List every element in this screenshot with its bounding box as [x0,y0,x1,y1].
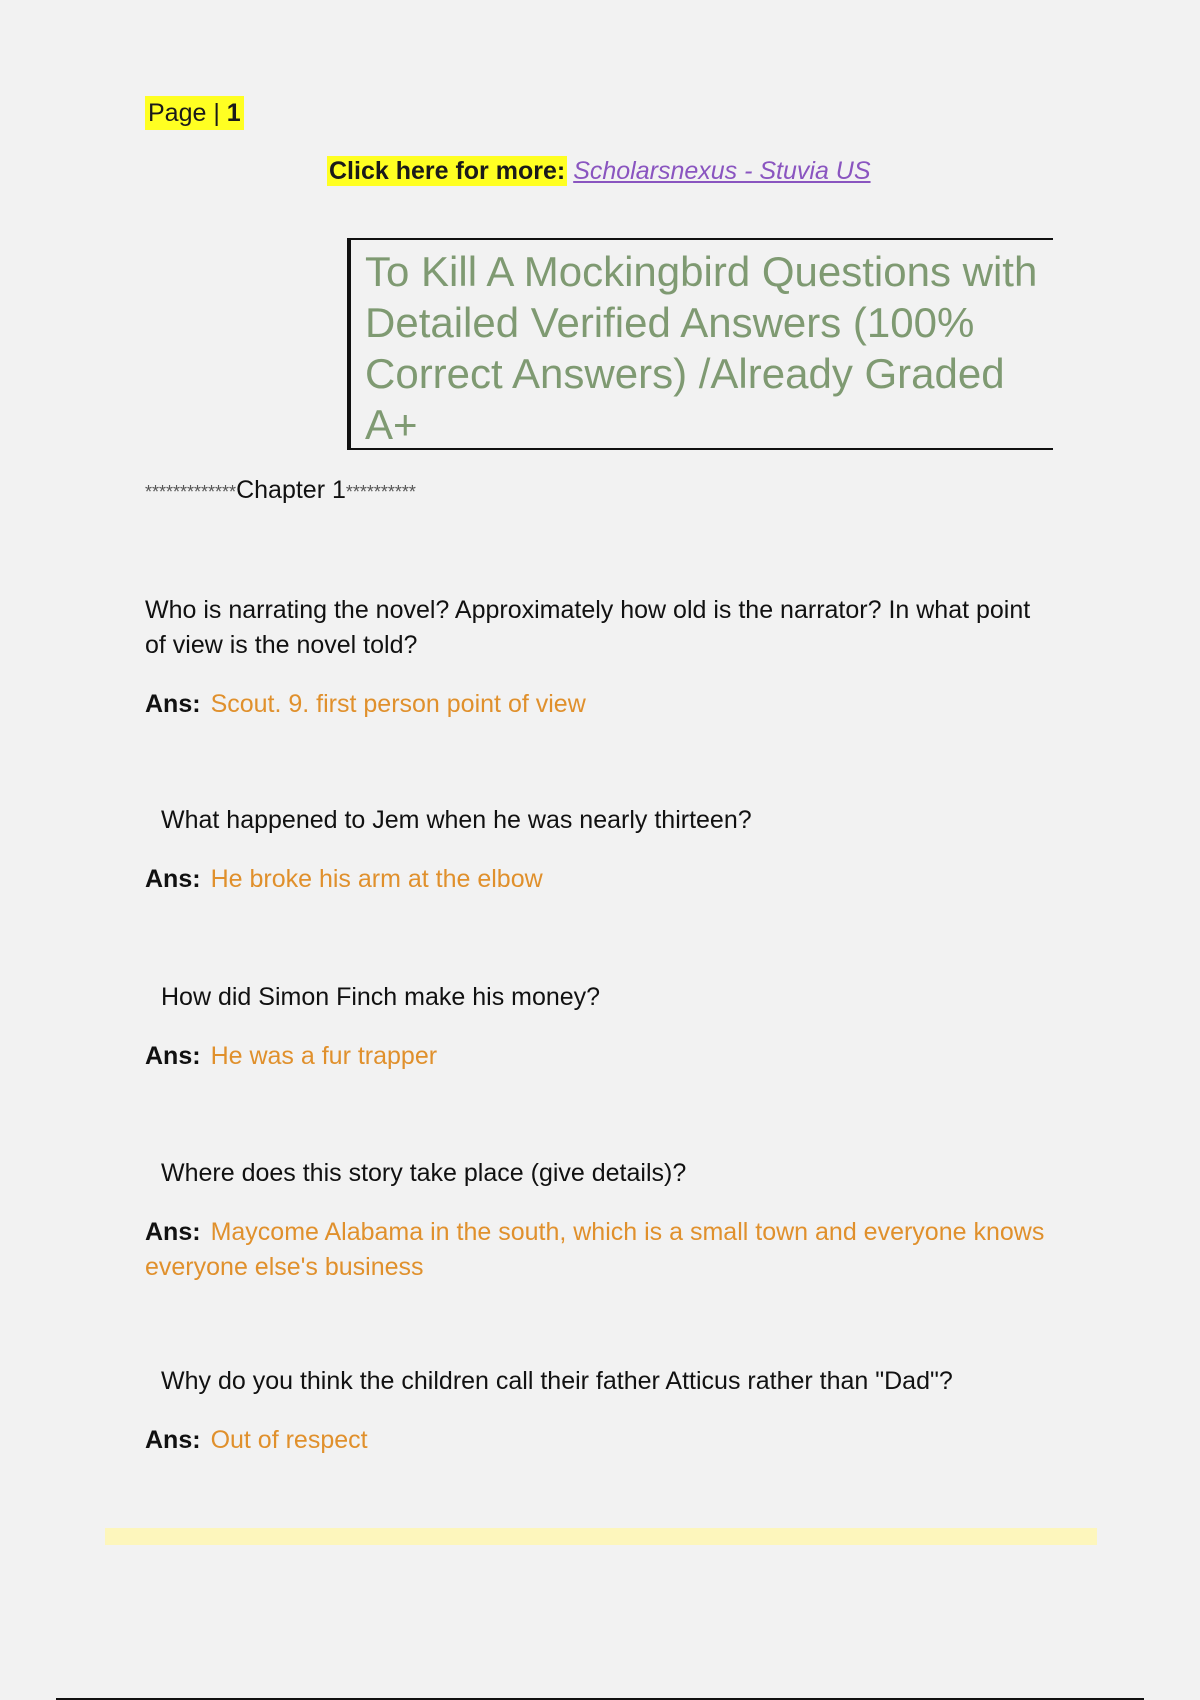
more-line [327,155,871,187]
answer [145,687,1045,722]
qa-item-3 [145,980,1045,1074]
more-label: Click here for more: [329,157,566,185]
answer-text: He broke his arm at the elbow [210,865,543,893]
chapter-stars-right: ********** [345,482,416,502]
answer [145,862,1045,897]
answer-text: Out of respect [210,1426,368,1454]
question: Where does this story take place (give details)? [161,1159,687,1187]
answer-text: Maycome Alabama in the south, which is a small town and everyone knows everyone else's business [145,1218,1045,1281]
document-title: To Kill A Mockingbird Questions with Detailed Verified Answers (100% Correct Answers) /Already Graded A+ [365,248,1038,448]
answer-label: Ans: [145,865,201,893]
more-link[interactable]: Scholarsnexus - Stuvia US [573,157,871,185]
answer-label: Ans: [145,1042,201,1070]
answer-text: Scout. 9. first person point of view [210,690,586,718]
qa-item-5 [145,1364,1045,1458]
page-number-label [145,96,244,130]
question: Why do you think the children call their father Atticus rather than "Dad"? [161,1367,953,1395]
question: How did Simon Finch make his money? [161,983,601,1011]
answer-label: Ans: [145,690,201,718]
qa-item-2 [145,803,1045,897]
answer [145,1423,1045,1458]
page-prefix: Page | [148,99,227,127]
highlight-band [105,1528,1097,1545]
answer-label: Ans: [145,1426,201,1454]
chapter-heading [145,474,416,508]
answer-label: Ans: [145,1218,201,1246]
qa-item-4 [145,1156,1045,1285]
question: Who is narrating the novel? Approximately how old is the narrator? In what point of view is the novel told? [145,596,1031,659]
chapter-stars-left: ************* [145,482,237,502]
answer [145,1215,1045,1285]
title-box [347,238,1053,450]
question: What happened to Jem when he was nearly thirteen? [161,806,752,834]
qa-item-1 [145,593,1045,722]
answer-text: He was a fur trapper [210,1042,438,1070]
answer [145,1039,1045,1074]
page-number: 1 [226,99,241,127]
chapter-label: Chapter 1 [236,476,346,504]
